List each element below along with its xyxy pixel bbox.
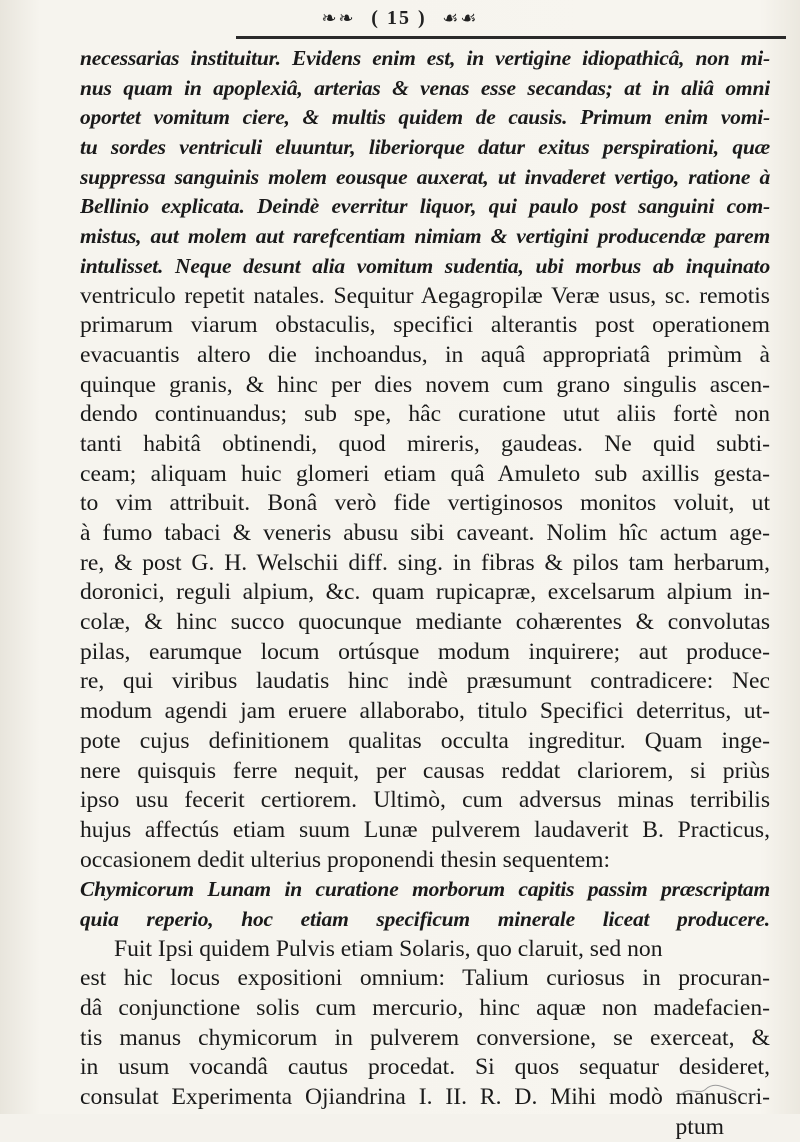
text-line: re, & post G. H. Welschii diff. sing. in fibras & pilos tam herbarum,	[80, 549, 770, 576]
text-line: mistus, aut molem aut rarefcentiam nimiam & vertigini producendæ parem	[80, 224, 770, 249]
ink-scratch-mark	[680, 1080, 740, 1100]
text-line: hujus affectús etiam suum Lunæ pulverem laudaverit B. Practicus,	[80, 816, 770, 843]
text-line: re, qui viribus laudatis hinc indè præsumunt contradicere: Nec	[80, 668, 770, 695]
text-line: Chymicorum Lunam in curatione morborum capitis passim præscriptam	[80, 877, 770, 902]
text-line: oportet vomitum ciere, & multis quidem de causis. Primum enim vomi-	[80, 105, 770, 130]
text-line: dâ conjunctione solis cum mercurio, hinc aquæ non madefacien-	[80, 995, 770, 1021]
page-number: ( 15 )	[371, 6, 427, 29]
text-line: Fuit Ipsi quidem Pulvis etiam Solaris, quo claruit, sed non	[114, 935, 663, 962]
text-line: colæ, & hinc succo quocunque mediante cohærentes & convolutas	[80, 609, 770, 636]
text-line: ventriculo repetit natales. Sequitur Aegagropilæ Veræ usus, sc. remotis	[80, 282, 770, 309]
text-line: nere quisquis ferre nequit, per causas reddat clariorem, si priùs	[80, 757, 770, 784]
text-line: quinque granis, & hinc per dies novem cum grano singulis ascen-	[80, 371, 770, 398]
text-line: tu sordes ventriculi eluuntur, liberiorque datur exitus perspirationi, quæ	[80, 135, 770, 160]
text-line: intulisset. Neque desunt alia vomitum sudentia, ubi morbus ab inquinato	[80, 253, 770, 278]
text-line: consulat Experimenta Ojiandrina I. II. R. D. Mihi modò manuscri-	[80, 1084, 770, 1111]
text-line: in usum vocandâ cautus procedat. Si quos sequatur desideret,	[80, 1054, 770, 1081]
text-line: tis manus chymicorum in pulverem conversione, se exerceat, &	[80, 1024, 770, 1051]
text-line: quia reperio, hoc etiam specificum minerale liceat producere.	[80, 906, 770, 931]
body-text	[80, 44, 770, 1142]
text-line: nus quam in apoplexiâ, arterias & venas esse secandas; at in aliâ omni	[80, 75, 770, 100]
text-line: ipso usu fecerit certiorem. Ultimò, cum adversus minas terribilis	[80, 787, 770, 814]
header-rule	[236, 36, 786, 39]
text-line: Bellinio explicata. Deindè everritur liquor, qui paulo post sanguini com-	[80, 194, 770, 219]
text-line: est hic locus expositioni omnium: Talium curiosus in procuran-	[80, 965, 770, 992]
text-line: primarum viarum obstaculis, specifici alterantis post operationem	[80, 312, 770, 339]
text-line: tanti habitâ obtinendi, quod mireris, gaudeas. Ne quid subti-	[80, 430, 770, 457]
ornament-left: ❧❧	[321, 7, 356, 29]
text-line: necessarias instituitur. Evidens enim est, in vertigine idiopathicâ, non mi-	[80, 46, 770, 70]
page-header	[0, 4, 800, 30]
ornament-right: ☙☙	[442, 7, 479, 29]
text-line: evacuantis altero die inchoandus, in aquâ appropriatâ primùm à	[80, 341, 770, 368]
text-line: pote cujus definitionem qualitas occulta ingreditur. Quam inge-	[80, 727, 770, 754]
text-line: ceam; aliquam huic glomeri etiam quâ Amuleto sub axillis gesta-	[80, 460, 770, 487]
text-line: suppressa sanguinis molem eousque auxerat, ut invaderet vertigo, ratione à	[80, 164, 770, 189]
text-line: pilas, earumque locum ortúsque modum inquirere; aut produce-	[80, 638, 770, 665]
text-line: dendo continuandus; sub spe, hâc curatione utut aliis fortè non	[80, 401, 770, 428]
text-line: occasionem dedit ulterius proponendi thesin sequentem:	[80, 846, 611, 873]
text-line: doronici, reguli alpium, &c. quam rupicapræ, excelsarum alpium in-	[80, 579, 770, 606]
text-line: à fumo tabaci & veneris abusu sibi caveant. Nolim hîc actum age-	[80, 520, 770, 546]
text-line: modum agendi jam eruere allaborabo, titulo Specifici deterritus, ut-	[80, 698, 770, 725]
text-line: to vim attribuit. Bonâ verò fide vertiginosos monitos voluit, ut	[80, 490, 770, 517]
catchword: ptum	[675, 1113, 724, 1140]
